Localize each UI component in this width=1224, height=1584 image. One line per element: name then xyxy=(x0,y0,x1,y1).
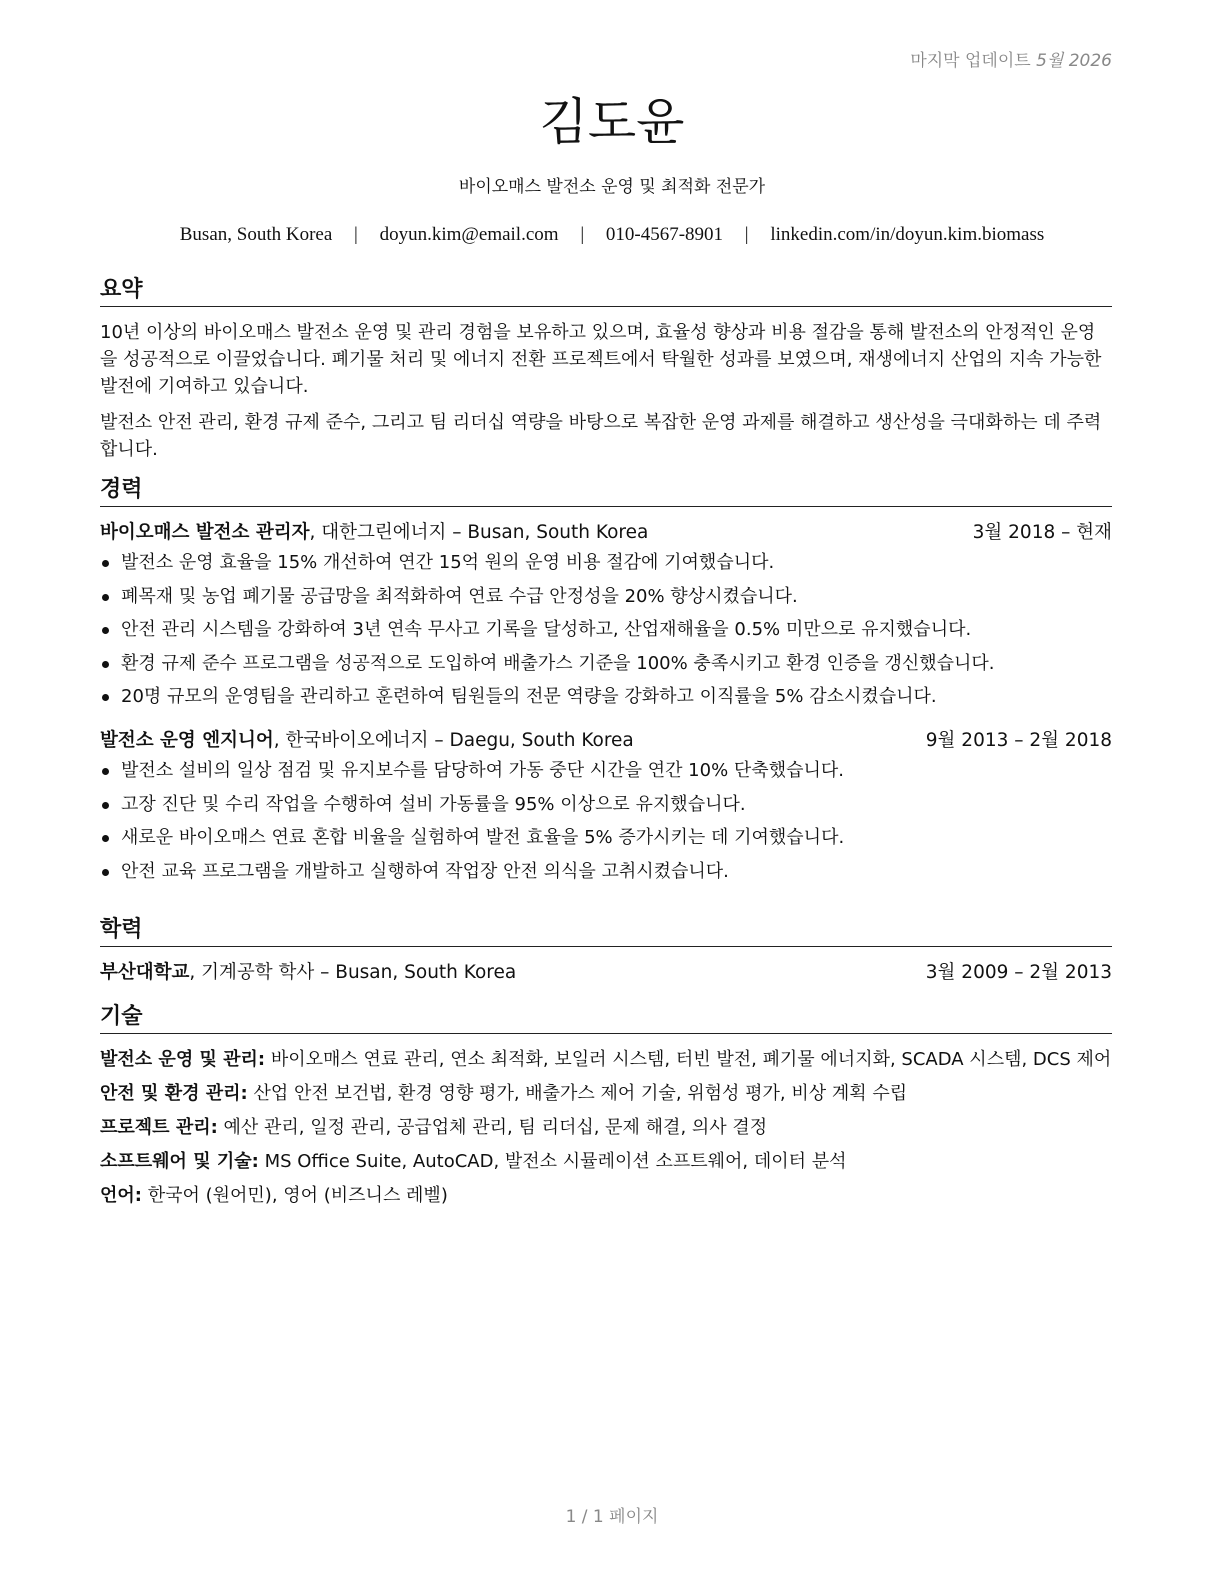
last-updated-date: 5월 2026 xyxy=(1036,51,1112,71)
education-dates: 3월 2009 – 2월 2013 xyxy=(925,962,1112,983)
skill-value: 산업 안전 보건법, 환경 영향 평가, 배출가스 제어 기술, 위험성 평가, 비상 계획 수립 xyxy=(253,1083,908,1104)
job-dates: 3월 2018 – 현재 xyxy=(972,522,1112,543)
resume-name: 김도윤 xyxy=(539,93,685,151)
contact-separator: | xyxy=(580,224,585,245)
list-item: 20명 규모의 운영팀을 관리하고 훈련하여 팀원들의 전문 역량을 강화하고 이직률을 5% 감소시켰습니다. xyxy=(100,683,1112,710)
section-title-education: 학력 xyxy=(100,916,1112,947)
contact-line xyxy=(0,224,1224,246)
list-item: 안전 관리 시스템을 강화하여 3년 연속 무사고 기록을 달성하고, 산업재해율을 0.5% 미만으로 유지했습니다. xyxy=(100,616,1112,643)
education-degree: 기계공학 학사 xyxy=(201,962,315,983)
list-item: 새로운 바이오매스 연료 혼합 비율을 실험하여 발전 효율을 5% 증가시키는 데 기여했습니다. xyxy=(100,824,1112,851)
job-entry xyxy=(100,727,1112,885)
job-dates: 9월 2013 – 2월 2018 xyxy=(925,730,1112,751)
skill-item xyxy=(100,1081,1112,1107)
skill-label: 발전소 운영 및 관리: xyxy=(100,1049,266,1070)
skill-value: 바이오매스 연료 관리, 연소 최적화, 보일러 시스템, 터빈 발전, 폐기물 에너지화, SCADA 시스템, DCS 제어 xyxy=(270,1049,1112,1070)
skill-item xyxy=(100,1047,1112,1073)
list-item: 발전소 운영 효율을 15% 개선하여 연간 15억 원의 운영 비용 절감에 기여했습니다. xyxy=(100,549,1112,576)
education-section xyxy=(100,916,1112,986)
section-title-summary: 요약 xyxy=(100,276,1112,307)
contact-separator: | xyxy=(354,224,358,245)
job-role: 바이오매스 발전소 관리자 xyxy=(100,522,310,543)
contact-linkedin[interactable]: linkedin.com/in/doyun.kim.biomass xyxy=(770,224,1045,245)
skill-label: 안전 및 환경 관리: xyxy=(100,1083,248,1104)
list-item: 안전 교육 프로그램을 개발하고 실행하여 작업장 안전 의식을 고취시켰습니다. xyxy=(100,858,1112,885)
last-updated xyxy=(910,46,1112,71)
job-location: Daegu, South Korea xyxy=(449,730,634,751)
education-school: 부산대학교 xyxy=(100,962,190,983)
last-updated-label: 마지막 업데이트 xyxy=(910,51,1031,71)
skill-label: 소프트웨어 및 기술: xyxy=(100,1151,259,1172)
skill-item xyxy=(100,1183,1112,1209)
skills-section xyxy=(100,1003,1112,1217)
list-item: 폐목재 및 농업 폐기물 공급망을 최적화하여 연료 수급 안정성을 20% 향상시켰습니다. xyxy=(100,583,1112,610)
skill-label: 프로젝트 관리: xyxy=(100,1117,218,1138)
skill-label: 언어: xyxy=(100,1185,142,1206)
experience-section xyxy=(100,476,1112,891)
education-location: Busan, South Korea xyxy=(335,962,517,983)
job-header: 바이오매스 발전소 관리자, 대한그린에너지 – Busan, South Korea 3월 2018 – 현재 xyxy=(100,519,1112,546)
contact-location: Busan, South Korea xyxy=(179,224,333,245)
skill-item xyxy=(100,1149,1112,1175)
section-title-skills: 기술 xyxy=(100,1003,1112,1034)
job-location: Busan, South Korea xyxy=(467,522,649,543)
summary-paragraph: 발전소 안전 관리, 환경 규제 준수, 그리고 팀 리더십 역량을 바탕으로 복잡한 운영 과제를 해결하고 생산성을 극대화하는 데 주력합니다. xyxy=(100,412,1102,460)
job-bullets xyxy=(100,549,1112,710)
job-bullets xyxy=(100,757,1112,885)
summary-paragraph: 10년 이상의 바이오매스 발전소 운영 및 관리 경험을 보유하고 있으며, 효율성 향상과 비용 절감을 통해 발전소의 안정적인 운영을 성공적으로 이끌었습니다. 폐기물 처리 및 에너지 전환 프로젝트에서 탁월한 성과를 보였으며, 재생에너지 산업의 지속 가능한 발전에 기여하고 있습니다. xyxy=(100,322,1102,397)
job-company: 한국바이오에너지 xyxy=(285,730,429,751)
section-title-experience: 경력 xyxy=(100,476,1112,507)
skill-value: MS Office Suite, AutoCAD, 발전소 시뮬레이션 소프트웨어, 데이터 분석 xyxy=(264,1151,847,1172)
resume-subtitle: 바이오매스 발전소 운영 및 최적화 전문가 xyxy=(458,177,766,197)
contact-phone: 010-4567-8901 xyxy=(605,224,724,245)
list-item: 환경 규제 준수 프로그램을 성공적으로 도입하여 배출가스 기준을 100% 충족시키고 환경 인증을 갱신했습니다. xyxy=(100,650,1112,677)
education-entry: 부산대학교, 기계공학 학사 – Busan, South Korea 3월 2009 – 2월 2013 xyxy=(100,959,1112,986)
summary-section xyxy=(100,276,1112,463)
job-role: 발전소 운영 엔지니어 xyxy=(100,730,274,751)
job-header: 발전소 운영 엔지니어, 한국바이오에너지 – Daegu, South Korea 9월 2013 – 2월 2018 xyxy=(100,727,1112,754)
contact-separator: | xyxy=(744,224,749,245)
contact-email[interactable]: doyun.kim@email.com xyxy=(379,224,559,245)
list-item: 발전소 설비의 일상 점검 및 유지보수를 담당하여 가동 중단 시간을 연간 10% 단축했습니다. xyxy=(100,757,1112,784)
job-entry xyxy=(100,519,1112,710)
page-indicator: 1 / 1 페이지 xyxy=(565,1507,659,1527)
skill-value: 예산 관리, 일정 관리, 공급업체 관리, 팀 리더십, 문제 해결, 의사 결정 xyxy=(223,1117,768,1138)
list-item: 고장 진단 및 수리 작업을 수행하여 설비 가동률을 95% 이상으로 유지했습니다. xyxy=(100,791,1112,818)
skill-item xyxy=(100,1115,1112,1141)
job-company: 대한그린에너지 xyxy=(321,522,447,543)
skill-value: 한국어 (원어민), 영어 (비즈니스 레벨) xyxy=(147,1185,448,1206)
